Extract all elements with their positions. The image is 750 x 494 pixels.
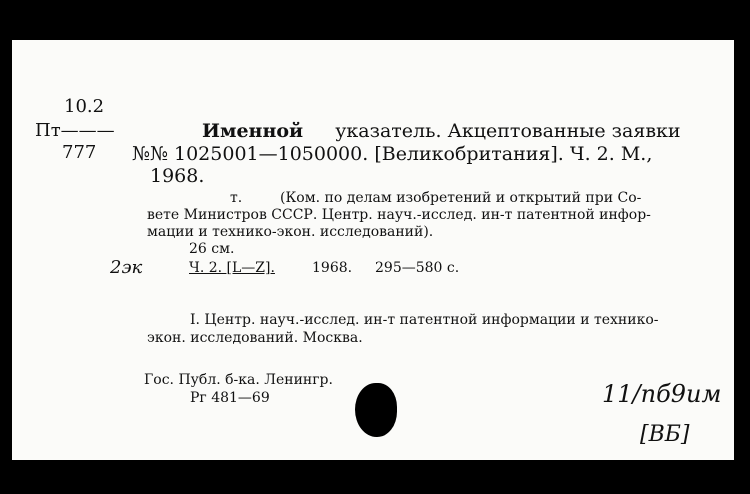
call-number-line1: 10.2 (64, 96, 105, 117)
title-line1 (202, 120, 681, 142)
size: 26 см. (189, 241, 235, 257)
handwritten-copies-note: 2эк (110, 257, 143, 278)
title-line2: №№ 1025001—1050000. [Великобритания]. Ч. 2. М., (132, 143, 653, 165)
volume-year: 1968. (312, 260, 353, 276)
library-line1: Гос. Публ. б-ка. Ленингр. (144, 372, 333, 388)
publisher-line2: вете Министров СССР. Центр. науч.-исслед. ин-т патентной инфор- (147, 207, 651, 223)
publisher-lead: т. (230, 190, 243, 206)
title-line3: 1968. (150, 165, 205, 187)
publisher-line3: мации и технико-экон. исследований). (147, 224, 434, 240)
volume-part: Ч. 2. [L—Z]. (189, 260, 275, 276)
ink-blot (355, 383, 397, 437)
title-bold-word: Именной (202, 120, 304, 142)
volume-pages: 295—580 с. (375, 260, 460, 276)
title-line1-rest: указатель. Акцептованные заявки (335, 120, 681, 142)
tracing-line2: экон. исследований. Москва. (147, 330, 363, 346)
publisher-line1: (Ком. по делам изобретений и открытий при Со- (280, 190, 642, 206)
handwritten-shelf-note: 11/пб9им (602, 380, 722, 408)
tracing-line1: I. Центр. науч.-исслед. ин-т патентной информации и технико- (190, 312, 659, 328)
handwritten-code: [ВБ] (640, 422, 690, 447)
catalog-card (12, 40, 734, 460)
call-number-line2: Пт——— (35, 120, 115, 141)
call-number-line3: 777 (62, 142, 97, 163)
library-line2: Рг 481—69 (190, 390, 270, 406)
